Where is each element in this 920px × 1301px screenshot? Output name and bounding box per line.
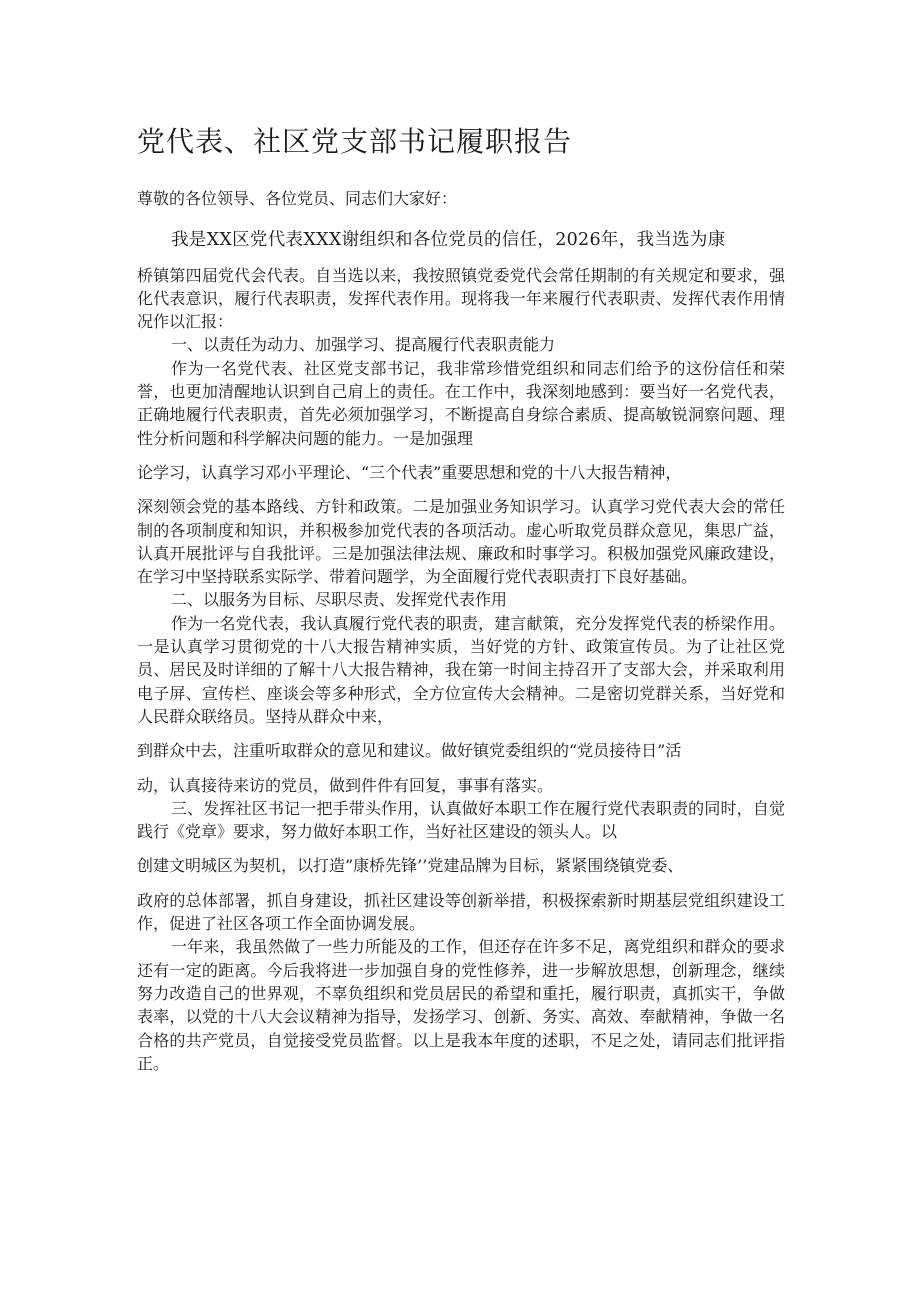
paragraph: 政府的总体部署，抓自身建设，抓社区建设等创新举措，积极探索新时期基层党组织建设工作，促进了社区各项工作全面协调发展。 (137, 890, 785, 934)
paragraph: 到群众中去，注重听取群众的意见和建议。做好镇党委组织的“党员接待日”活 (137, 741, 682, 761)
paragraph: 动，认真接待来访的党员，做到件件有回复，事事有落实。 (137, 775, 554, 795)
section-heading-2: 二、以服务为目标、尽职尽责、发挥党代表作用 (171, 590, 508, 610)
paragraph: 创建文明城区为契机，以打造”康桥先锋’’党建品牌为目标，紧紧围绕镇党委、 (137, 856, 684, 876)
paragraph: 论学习，认真学习邓小平理论、“三个代表”重要思想和党的十八大报告精神， (137, 462, 682, 482)
paragraph-intro-continued: 桥镇第四届党代会代表。自当选以来，我按照镇党委党代会常任期制的有关规定和要求，强化代表意识，履行代表职责，发挥代表作用。现将我一年来履行代表职责、发挥代表作用情况作以汇报： (137, 265, 785, 332)
paragraph-intro: 我是XX区党代表XXX谢组织和各位党员的信任，2026年，我当选为康 (171, 230, 726, 251)
paragraph: 作为一名党代表，我认真履行党代表的职责，建言献策，充分发挥党代表的桥梁作用。一是认真学习贯彻党的十八大报告精神实质，当好党的方针、政策宣传员。为了让社区党员、居民及时详细的了解十八大报告精神，我在第一时间主持召开了支部大会，并采取利用电子屏、宣传栏、座谈会等多种形式，全方位宣传大会精神。二是密切党群关系，当好党和人民群众联络员。坚持从群众中来， (137, 613, 785, 726)
paragraph: 作为一名党代表、社区党支部书记，我非常珍惜党组织和同志们给予的这份信任和荣誉，也更加清醒地认识到自己肩上的责任。在工作中，我深刻地感到：要当好一名党代表，正确地履行代表职责，首先必须加强学习，不断提高自身综合素质、提高敏锐洞察问题、理性分析问题和科学解决问题的能力。一是加强理 (137, 358, 785, 448)
paragraph-closing: 一年来，我虽然做了一些力所能及的工作，但还存在许多不足，离党组织和群众的要求还有一定的距离。今后我将进一步加强自身的党性修养，进一步解放思想，创新理念，继续努力改造自己的世界观，不辜负组织和党员居民的希望和重托，履行职责，真抓实干，争做表率，以党的十八大会议精神为指导，发扬学习、创新、务实、高效、奉献精神，争做一名合格的共产党员，自觉接受党员监督。以上是我本年度的述职，不足之处，请同志们批评指正。 (137, 937, 785, 1073)
section-heading-3: 三、发挥社区书记一把手带头作用，认真做好本职工作在履行党代表职责的同时，自觉践行《党章》要求，努力做好本职工作，当好社区建设的领头人。以 (137, 798, 785, 842)
document-title: 党代表、社区党支部书记履职报告 (137, 125, 573, 158)
greeting: 尊敬的各位领导、各位党员、同志们大家好： (137, 189, 458, 208)
document-body (137, 187, 785, 1075)
section-heading-1: 一、以责任为动力、加强学习、提高履行代表职责能力 (171, 335, 556, 355)
paragraph: 深刻领会党的基本路线、方针和政策。二是加强业务知识学习。认真学习党代表大会的常任制的各项制度和知识，并积极参加党代表的各项活动。虚心听取党员群众意见，集思广益，认真开展批评与自我批评。三是加强法律法规、廉政和时事学习。积极加强党风廉政建设，在学习中坚持联系实际学、带着问题学，为全面履行党代表职责打下良好基础。 (137, 497, 785, 587)
